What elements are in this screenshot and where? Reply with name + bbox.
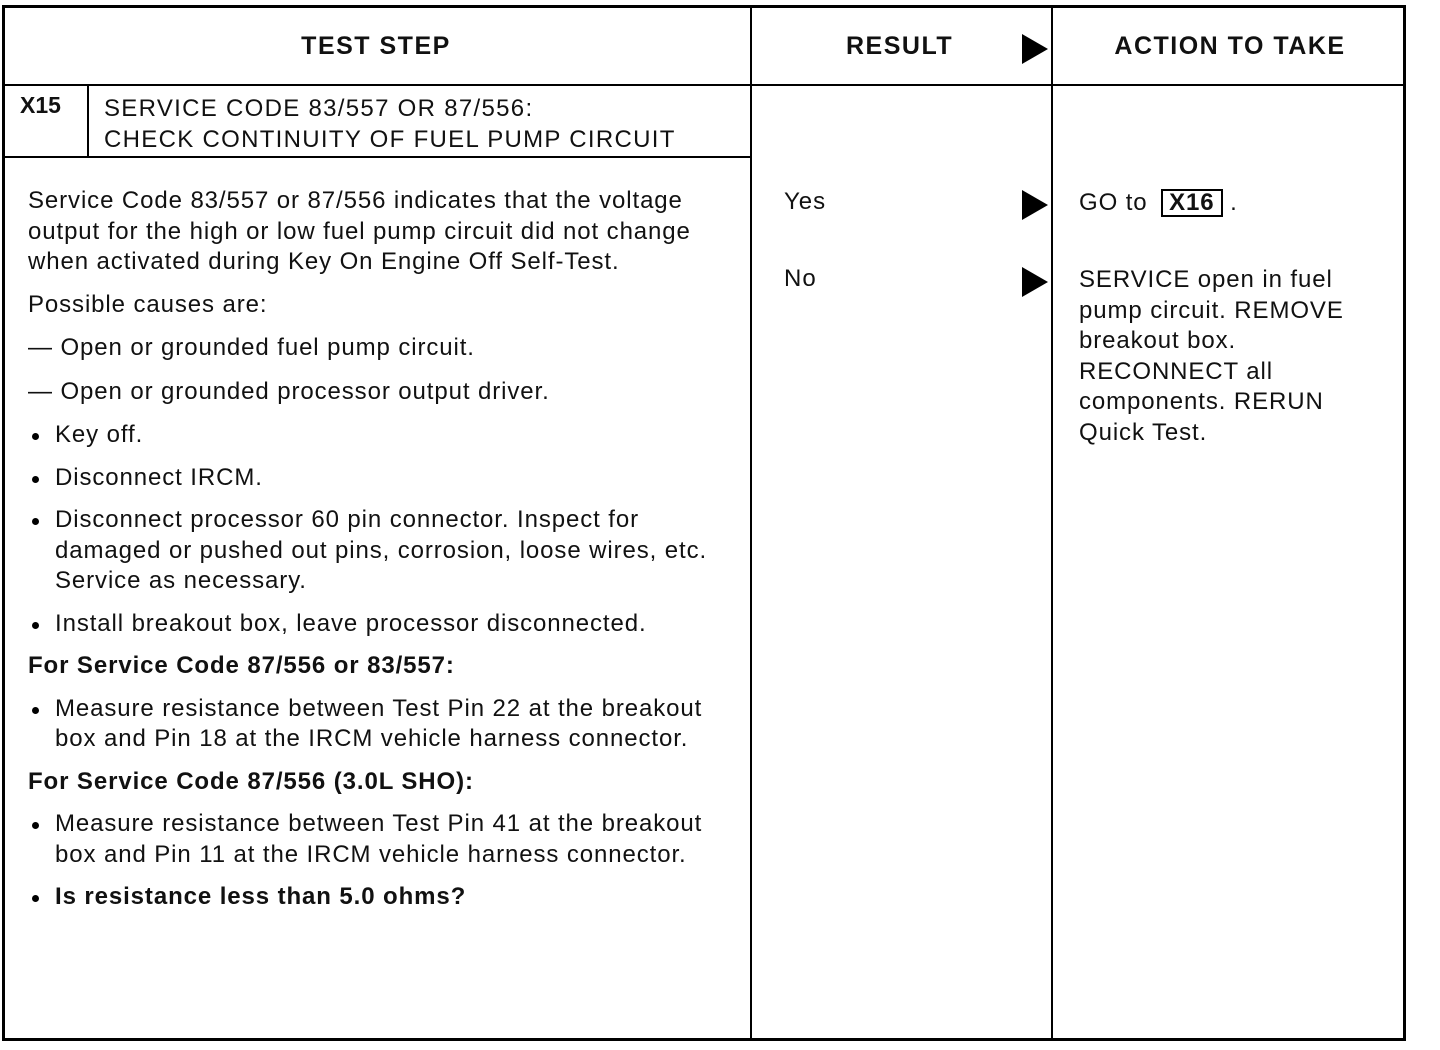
header-test-step: TEST STEP <box>301 32 451 60</box>
measure-item: Measure resistance between Test Pin 41 at the breakout box and Pin 11 at the IRCM vehicle harness connector. <box>28 809 740 870</box>
procedure-item: Disconnect IRCM. <box>28 463 740 494</box>
cause-item: — Open or grounded fuel pump circuit. <box>28 334 475 361</box>
procedure-item: Install breakout box, leave processor disconnected. <box>28 609 740 640</box>
measure-item: Measure resistance between Test Pin 22 at the breakout box and Pin 18 at the IRCM vehicle harness connector. <box>28 694 740 755</box>
step-number-divider <box>87 86 89 156</box>
step-reference-link[interactable]: X16 <box>1161 189 1222 217</box>
action-yes-prefix: GO to <box>1079 189 1148 216</box>
action-yes <box>1079 188 1389 219</box>
cause-item: — Open or grounded processor output driver. <box>28 377 550 405</box>
step-title-divider <box>2 156 752 158</box>
result-no: No <box>784 265 817 292</box>
step-title <box>104 93 676 155</box>
step-title-line2: CHECK CONTINUITY OF FUEL PUMP CIRCUIT <box>104 126 676 153</box>
column-divider-2 <box>1051 5 1053 1041</box>
header-action: ACTION TO TAKE <box>1114 32 1346 60</box>
section-heading: For Service Code 87/556 (3.0L SHO): <box>28 767 474 795</box>
procedure-item: Key off. <box>28 420 740 451</box>
column-divider-1 <box>750 5 752 1041</box>
result-yes-arrow-icon <box>1022 190 1048 220</box>
action-yes-suffix: . <box>1230 189 1238 216</box>
test-step-body <box>28 186 740 925</box>
causes-label: Possible causes are: <box>28 290 268 318</box>
header-divider <box>2 84 1406 86</box>
procedure-item: Disconnect processor 60 pin connector. Inspect for damaged or pushed out pins, corrosion, loose wires, etc. Service as necessary. <box>28 505 740 597</box>
header-arrow-icon <box>1022 34 1048 64</box>
header-result: RESULT <box>846 32 954 60</box>
section-heading: For Service Code 87/556 or 83/557: <box>28 652 455 679</box>
question-item: Is resistance less than 5.0 ohms? <box>28 882 740 913</box>
action-no: SERVICE open in fuel pump circuit. REMOVE breakout box. RECONNECT all components. RERUN Quick Test. <box>1079 266 1344 446</box>
step-number: X15 <box>20 92 61 118</box>
step-title-line1: SERVICE CODE 83/557 OR 87/556: <box>104 95 534 122</box>
result-no-arrow-icon <box>1022 267 1048 297</box>
intro-text: Service Code 83/557 or 87/556 indicates that the voltage output for the high or low fuel pump circuit did not change when activated during Key On Engine Off Self-Test. <box>28 187 691 275</box>
result-yes: Yes <box>784 188 827 215</box>
